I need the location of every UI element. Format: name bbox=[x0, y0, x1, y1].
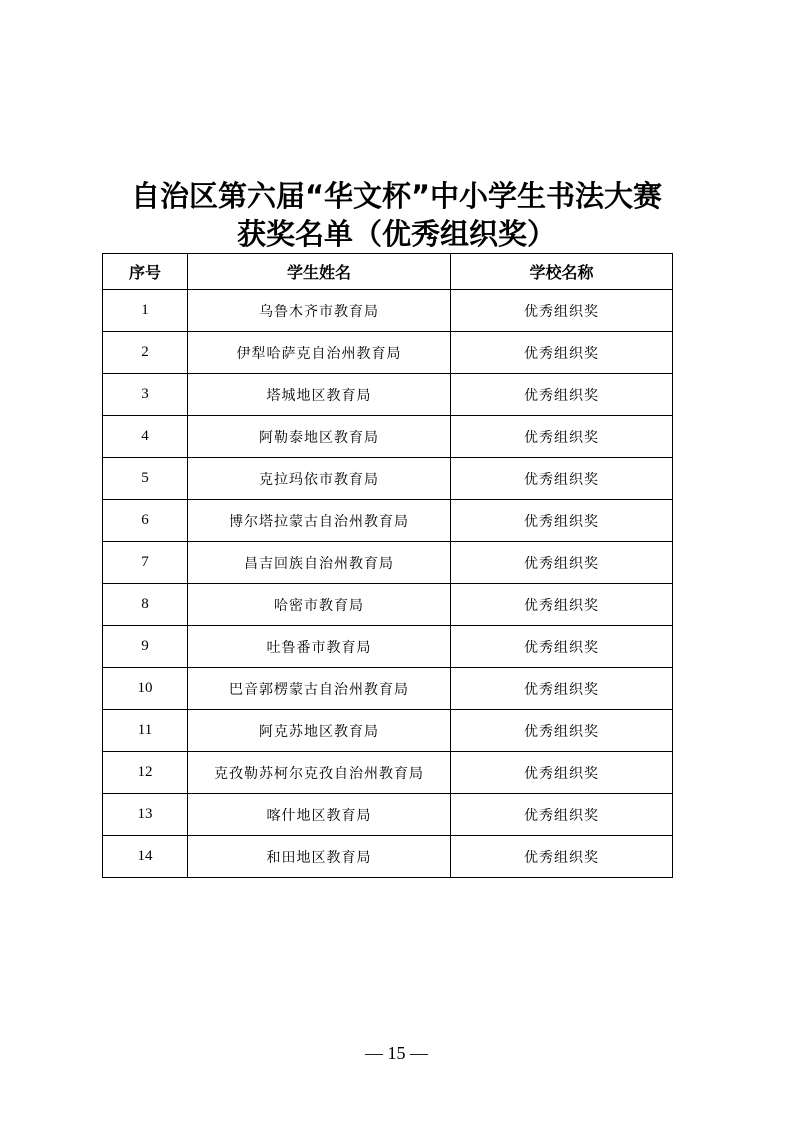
table-row bbox=[103, 752, 673, 794]
table-row bbox=[103, 332, 673, 374]
row-unit-name: 哈密市教育局 bbox=[188, 584, 451, 626]
row-serial-number: 14 bbox=[103, 836, 188, 878]
row-award-name: 优秀组织奖 bbox=[451, 290, 673, 332]
table-row bbox=[103, 416, 673, 458]
page-number: — 15 — bbox=[365, 1043, 428, 1063]
row-unit-name: 伊犁哈萨克自治州教育局 bbox=[188, 332, 451, 374]
document-title-line-1: 自治区第六届“华文杯”中小学生书法大赛 bbox=[130, 179, 663, 213]
row-serial-number: 12 bbox=[103, 752, 188, 794]
table-row bbox=[103, 458, 673, 500]
header-school-name: 学校名称 bbox=[451, 254, 673, 290]
header-serial-number: 序号 bbox=[103, 254, 188, 290]
row-serial-number: 1 bbox=[103, 290, 188, 332]
row-unit-name: 克拉玛依市教育局 bbox=[188, 458, 451, 500]
table-row bbox=[103, 668, 673, 710]
row-serial-number: 13 bbox=[103, 794, 188, 836]
table-header-row bbox=[103, 254, 673, 290]
row-serial-number: 8 bbox=[103, 584, 188, 626]
row-award-name: 优秀组织奖 bbox=[451, 668, 673, 710]
row-unit-name: 克孜勒苏柯尔克孜自治州教育局 bbox=[188, 752, 451, 794]
row-serial-number: 4 bbox=[103, 416, 188, 458]
row-award-name: 优秀组织奖 bbox=[451, 458, 673, 500]
document-title-line-2: 获奖名单（优秀组织奖） bbox=[236, 217, 556, 251]
row-award-name: 优秀组织奖 bbox=[451, 416, 673, 458]
row-award-name: 优秀组织奖 bbox=[451, 836, 673, 878]
row-unit-name: 和田地区教育局 bbox=[188, 836, 451, 878]
table-row bbox=[103, 710, 673, 752]
award-table-body bbox=[103, 290, 673, 878]
table-row bbox=[103, 374, 673, 416]
row-serial-number: 6 bbox=[103, 500, 188, 542]
row-award-name: 优秀组织奖 bbox=[451, 794, 673, 836]
row-serial-number: 11 bbox=[103, 710, 188, 752]
row-unit-name: 阿勒泰地区教育局 bbox=[188, 416, 451, 458]
row-award-name: 优秀组织奖 bbox=[451, 332, 673, 374]
row-award-name: 优秀组织奖 bbox=[451, 500, 673, 542]
table-row bbox=[103, 500, 673, 542]
row-unit-name: 塔城地区教育局 bbox=[188, 374, 451, 416]
row-award-name: 优秀组织奖 bbox=[451, 752, 673, 794]
row-serial-number: 7 bbox=[103, 542, 188, 584]
row-unit-name: 乌鲁木齐市教育局 bbox=[188, 290, 451, 332]
row-serial-number: 3 bbox=[103, 374, 188, 416]
table-row bbox=[103, 794, 673, 836]
row-unit-name: 巴音郭楞蒙古自治州教育局 bbox=[188, 668, 451, 710]
row-serial-number: 5 bbox=[103, 458, 188, 500]
row-award-name: 优秀组织奖 bbox=[451, 626, 673, 668]
table-row bbox=[103, 584, 673, 626]
row-serial-number: 9 bbox=[103, 626, 188, 668]
table-row bbox=[103, 626, 673, 668]
row-serial-number: 10 bbox=[103, 668, 188, 710]
table-row bbox=[103, 836, 673, 878]
header-student-name: 学生姓名 bbox=[188, 254, 451, 290]
row-award-name: 优秀组织奖 bbox=[451, 374, 673, 416]
row-award-name: 优秀组织奖 bbox=[451, 542, 673, 584]
row-award-name: 优秀组织奖 bbox=[451, 584, 673, 626]
table-row bbox=[103, 290, 673, 332]
row-serial-number: 2 bbox=[103, 332, 188, 374]
row-unit-name: 喀什地区教育局 bbox=[188, 794, 451, 836]
row-unit-name: 阿克苏地区教育局 bbox=[188, 710, 451, 752]
table-row bbox=[103, 542, 673, 584]
row-unit-name: 昌吉回族自治州教育局 bbox=[188, 542, 451, 584]
row-unit-name: 吐鲁番市教育局 bbox=[188, 626, 451, 668]
row-unit-name: 博尔塔拉蒙古自治州教育局 bbox=[188, 500, 451, 542]
award-table bbox=[102, 253, 673, 878]
row-award-name: 优秀组织奖 bbox=[451, 710, 673, 752]
